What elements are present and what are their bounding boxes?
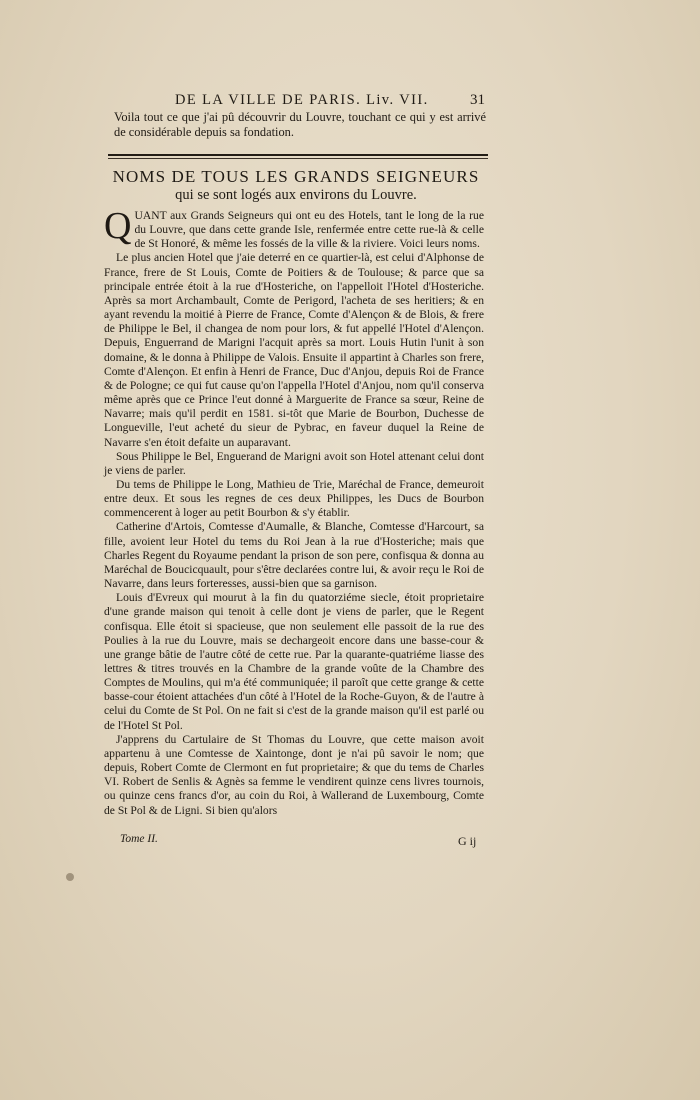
signature-mark: G ij xyxy=(458,834,477,848)
section-subtitle: qui se sont logés aux environs du Louvre. xyxy=(175,187,417,203)
paragraph-2: Le plus ancien Hotel que j'aie deterré en ce quartier-là, est celui d'Alphonse de France, frere de St Louis, Comte de Poitiers & de Toulouse; & parce que sa principale entrée étoit à la rue d'Hosteriche, on l'appelloit l'Hotel d'Hosteriche. Après sa mort Archambault, Comte de Perigord, l'acheta de ses heritiers; & en ayant revendu la moitié à Pierre de France, Comte d'Alençon & de Blois, & frere de Philippe le Bel, il changea de nom pour lors, & fut appellé l'Hotel d'Alençon. Depuis, Enguerrand de Marigni l'acquit après sa mort. Louis Hutin l'unit à son domaine, & le donna à Philippe de Valois. Ensuite il appartint à Charles son frere, Comte d'Alençon. Et enfin à Henri de France, Duc d'Anjou, depuis Roi de France & de Pologne; ce qui fut cause qu'on l'appella l'Hotel d'Anjou, nom qu'il conserva même après que ce Prince l'eut donné à Marguerite de France sa sœur, Reine de Navarre; mais qu'il perdit en 1581. si-tôt que Marie de Bourbon, Duchesse de Longueville, l'eut acheté du sieur de Pybrac, en faveur duquel la Reine de Navarre s'en étoit defaite un auparavant. xyxy=(104,251,484,449)
section-divider-thin xyxy=(108,158,488,159)
section-title: NOMS DE TOUS LES GRANDS SEIGNEURS xyxy=(112,167,480,186)
paper-stain xyxy=(66,873,74,881)
running-head: DE LA VILLE DE PARIS. Liv. VII. xyxy=(175,92,429,108)
body-text xyxy=(104,205,484,818)
section-divider xyxy=(108,154,488,156)
paragraph-7: J'apprens du Cartulaire de St Thomas du Louvre, que cette maison avoit appartenu à une Comtesse de Xaintonge, dont je n'ai pû savoir le nom; que depuis, Robert Comte de Clermont en fut proprietaire; & que du tems de Charles VI. Robert de Senlis & Agnès sa femme le vendirent quinze cens livres tournois, ou quinze cens francs d'or, au coin du Roi, à Wallerand de Luxembourg, Comte de St Pol & de Ligni. Si bien qu'alors xyxy=(104,732,484,817)
paragraph-1-text: UANT aux Grands Seigneurs qui ont eu des Hotels, tant le long de la rue du Louvre, que dans cette grande Isle, renfermée entre cette rue-là & celle de St Honoré, & même les fossés de la ville & la riviere. Voici leurs noms. xyxy=(134,209,484,251)
volume-marker: Tome II. xyxy=(120,833,158,845)
paragraph-5: Catherine d'Artois, Comtesse d'Aumalle, & Blanche, Comtesse d'Harcourt, sa fille, avoient leur Hotel du tems du Roi Jean à la rue d'Hosteriche; mais que Charles Regent du Royaume pendant la prison de son pere, confisqua & donna au Maréchal de Boucicquault, pour s'être declarées contre lui, & avoir reçu le Roi de Navarre, dans leurs forteresses, aussi-bien que sa garnison. xyxy=(104,520,484,591)
page-number: 31 xyxy=(470,92,485,108)
paragraph-3: Sous Philippe le Bel, Enguerand de Marigni avoit son Hotel attenant celui dont je viens de parler. xyxy=(104,449,484,477)
drop-cap: Q xyxy=(104,205,132,247)
paragraph-4: Du tems de Philippe le Long, Mathieu de Trie, Maréchal de France, demeuroit entre deux. Et sous les regnes de ces deux Philippes, les Ducs de Bourbon commencerent à loger au petit Bourbon & s'y établir. xyxy=(104,477,484,520)
intro-paragraph: Voila tout ce que j'ai pû découvrir du Louvre, touchant ce qui y est arrivé de considérable depuis sa fondation. xyxy=(114,110,486,139)
paragraph-1 xyxy=(104,205,484,251)
paragraph-6: Louis d'Evreux qui mourut à la fin du quatorziéme siecle, étoit proprietaire d'une grande maison qui tenoit à celle dont je viens de parler, que le Regent confisqua. Elle étoit si spacieuse, que non seulement elle passoit de la rue des Poulies à la rue du Louvre, mais se dechargeoit encore dans une basse-cour & une grange bâtie de l'autre côté de cette rue. Par la quarante-quatriéme liasse des lettres & titres trouvés en la Chambre de la grande voûte de la Chambre des Comptes de Moulins, qui m'a été communiquée; il paroît que cette grange & cette basse-cour étoient attachées d'un côté à l'Hotel de la Roche-Guyon, & de l'autre à celui du Comte de St Pol. On ne fait si c'est de la grande maison qu'il est parlé ou de l'Hotel St Pol. xyxy=(104,591,484,732)
